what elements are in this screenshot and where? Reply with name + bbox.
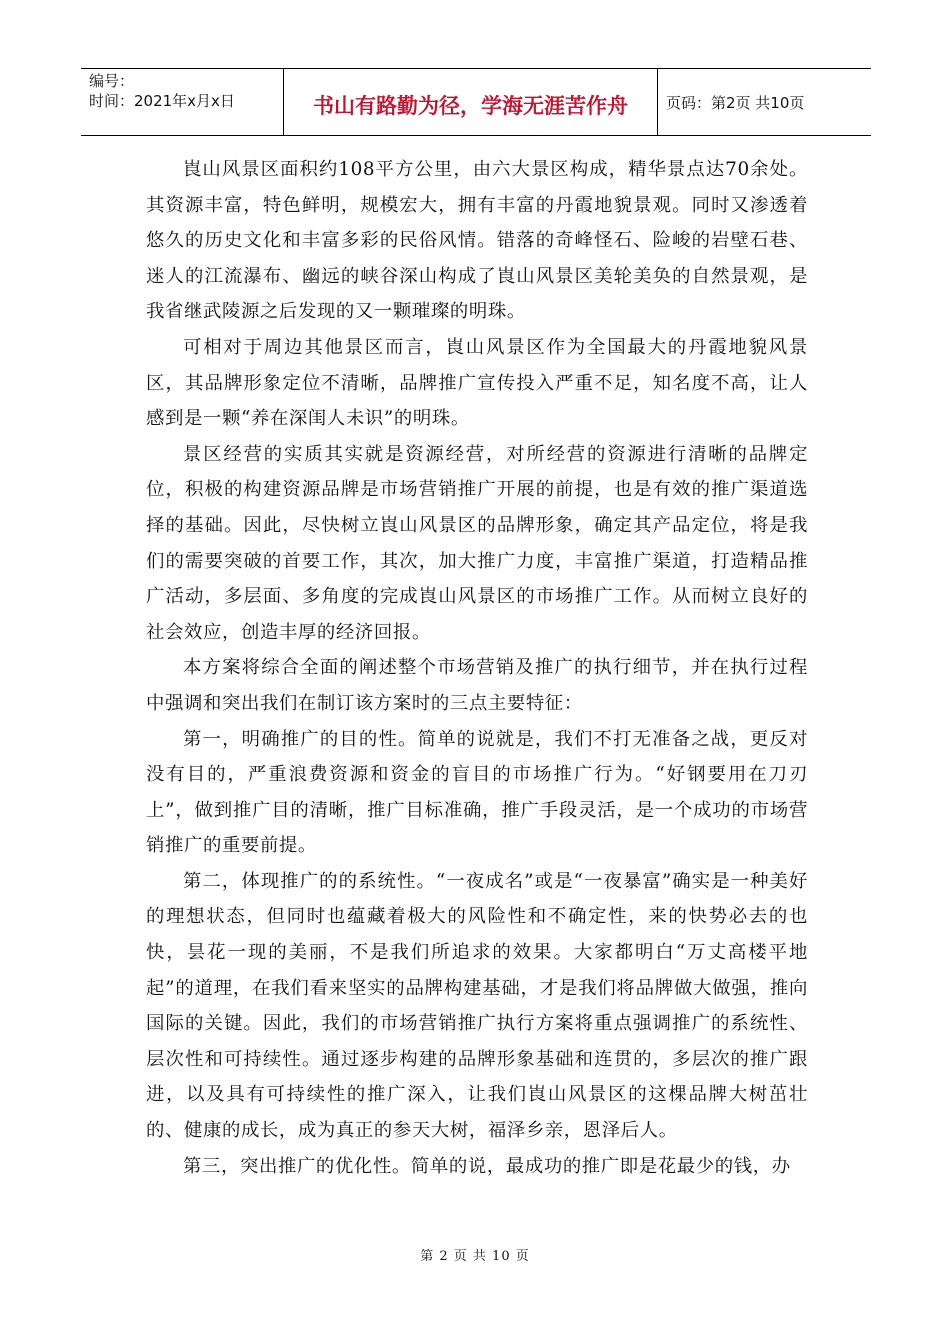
header-motto-cell <box>283 69 658 135</box>
document-body <box>146 152 808 1184</box>
body-paragraph: 崀山风景区面积约108平方公里，由六大景区构成，精华景点达70余处。其资源丰富，特色鲜明，规模宏大，拥有丰富的丹霞地貌景观。同时又渗透着悠久的历史文化和丰富多彩的民俗风情。错落的奇峰怪石、险峻的岩壁石巷、迷人的江流瀑布、幽远的峡谷深山构成了崀山风景区美轮美奂的自然景观，是我省继武陵源之后发现的又一颗璀璨的明珠。 <box>146 159 808 323</box>
body-paragraph: 本方案将综合全面的阐述整个市场营销及推广的执行细节，并在执行过程中强调和突出我们在制订该方案时的三点主要特征： <box>146 657 808 714</box>
document-number-label: 编号： <box>89 72 135 90</box>
page-footer <box>0 1245 950 1264</box>
body-paragraph: 景区经营的实质其实就是资源经营，对所经营的资源进行清晰的品牌定位，积极的构建资源品牌是市场营销推广开展的前提，也是有效的推广渠道选择的基础。因此，尽快树立崀山风景区的品牌形象，确定其产品定位，将是我们的需要突破的首要工作，其次，加大推广力度，丰富推广渠道，打造精品推广活动，多层面、多角度的完成崀山风景区的市场推广工作。从而树立良好的社会效应，创造丰厚的经济回报。 <box>146 443 808 643</box>
header-motto: 书山有路勤为径，学海无涯苦作舟 <box>313 94 628 118</box>
header-page-label: 页码：第2页 共10页 <box>666 93 805 112</box>
header-right-cell <box>658 69 871 135</box>
body-paragraph: 第二，体现推广的的系统性。“一夜成名”或是“一夜暴富”确实是一种美好的理想状态，但同时也蕴藏着极大的风险性和不确定性，来的快势必去的也快，昙花一现的美丽，不是我们所追求的效果。大家都明白“万丈高楼平地起”的道理，在我们看来坚实的品牌构建基础，才是我们将品牌做大做强，推向国际的关键。因此，我们的市场营销推广执行方案将重点强调推广的系统性、层次性和可持续性。通过逐步构建的品牌形象基础和连贯的，多层次的推广跟进，以及具有可持续性的推广深入，让我们崀山风景区的这棵品牌大树茁壮的、健康的成长，成为真正的参天大树，福泽乡亲，恩泽后人。 <box>146 870 808 1142</box>
body-paragraph: 第一，明确推广的目的性。简单的说就是，我们不打无准备之战，更反对没有目的，严重浪费资源和资金的盲目的市场推广行为。“好钢要用在刀刃上”，做到推广目的清晰，推广目标准确，推广手段灵活，是一个成功的市场营销推广的重要前提。 <box>146 728 808 857</box>
footer-page-number: 第 2 页 共 10 页 <box>420 1249 530 1264</box>
body-paragraph: 第三，突出推广的优化性。简单的说，最成功的推广即是花最少的钱，办 <box>183 1155 791 1177</box>
page-header <box>81 68 871 136</box>
header-left-cell <box>81 69 283 135</box>
body-paragraph: 可相对于周边其他景区而言，崀山风景区作为全国最大的丹霞地貌风景区，其品牌形象定位不清晰，品牌推广宣传投入严重不足，知名度不高，让人感到是一颗“养在深闺人未识”的明珠。 <box>146 336 808 430</box>
document-time-label: 时间：2021年x月x日 <box>89 92 235 110</box>
